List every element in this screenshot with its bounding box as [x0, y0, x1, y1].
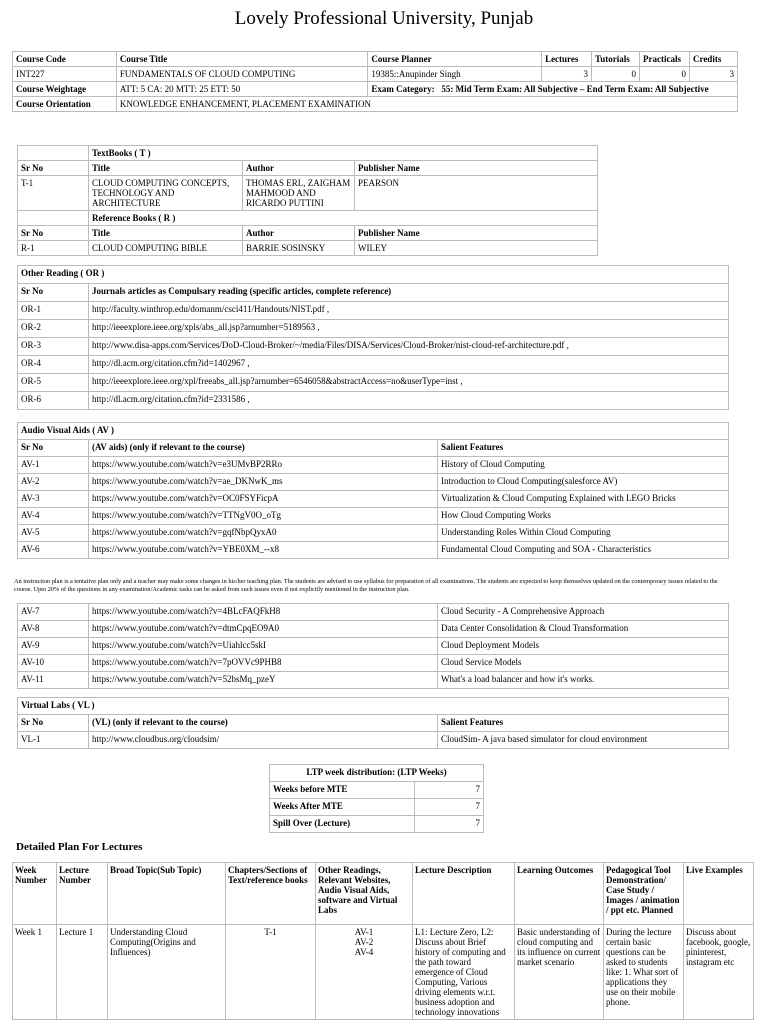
col-other-readings: Other Readings, Relevant Websites, Audio Visual Aids, software and Virtual Labs	[316, 863, 413, 925]
table-row	[18, 374, 729, 392]
weightage-label: Course Weightage	[13, 82, 117, 97]
av-feature: Virtualization & Cloud Computing Explained with LEGO Bricks	[438, 491, 729, 508]
course-planner-header: Course Planner	[368, 52, 542, 67]
course-code: INT227	[13, 67, 117, 82]
av-sr: AV-1	[18, 457, 89, 474]
table-row	[270, 816, 484, 833]
textbooks-table	[17, 145, 598, 256]
col-sr-no: Sr No	[18, 226, 89, 241]
ltp-label: Weeks before MTE	[270, 782, 415, 799]
textbook-sr: T-1	[18, 176, 89, 211]
table-row	[270, 782, 484, 799]
table-row	[18, 176, 598, 211]
exam-category	[368, 82, 738, 97]
ltp-label: Weeks After MTE	[270, 799, 415, 816]
table-row	[18, 655, 729, 672]
av-link[interactable]: https://www.youtube.com/watch?v=OC0FSYFicpA	[89, 491, 438, 508]
reference-sr: R-1	[18, 241, 89, 256]
plan-other-item: AV-1	[354, 927, 374, 937]
or-sr: OR-5	[18, 374, 89, 392]
textbook-publisher: PEARSON	[355, 176, 598, 211]
ltp-value: 7	[415, 782, 484, 799]
or-sr: OR-6	[18, 392, 89, 410]
plan-description: L1: Lecture Zero, L2: Discuss about Brief history of computing and the path toward emergence of Cloud Computing, Various driving elements w.r.t. business adoption and technology innovations	[413, 925, 515, 1020]
or-link[interactable]: http://www.disa-apps.com/Services/DoD-Cloud-Broker/~/media/Files/DISA/Services/Cloud-Broker/nist-cloud-ref-architecture.pdf ,	[89, 338, 729, 356]
av-feature: History of Cloud Computing	[438, 457, 729, 474]
table-row	[18, 525, 729, 542]
table-row	[18, 338, 729, 356]
plan-other-item: AV-4	[354, 947, 374, 957]
av-link[interactable]: https://www.youtube.com/watch?v=4BLcFAQFkH8	[89, 604, 438, 621]
plan-outcomes: Basic understanding of cloud computing and its influence on current market scenario	[515, 925, 604, 1020]
table-row	[18, 638, 729, 655]
table-row	[18, 320, 729, 338]
tutorials-value: 0	[592, 67, 640, 82]
col-title: Title	[89, 161, 243, 176]
av-link[interactable]: https://www.youtube.com/watch?v=TTNgV0O_oTg	[89, 508, 438, 525]
other-reading-heading: Other Reading ( OR )	[18, 266, 729, 284]
av-sr: AV-7	[18, 604, 89, 621]
table-row	[13, 925, 754, 1020]
av-sr: AV-3	[18, 491, 89, 508]
col-sr-no: Sr No	[18, 284, 89, 302]
col-lecture-description: Lecture Description	[413, 863, 515, 925]
weightage-value: ATT: 5 CA: 20 MTT: 25 ETT: 50	[116, 82, 368, 97]
or-sr: OR-1	[18, 302, 89, 320]
table-row	[18, 621, 729, 638]
detailed-plan-table	[12, 862, 754, 1020]
audio-visual-table-continued	[17, 603, 729, 689]
av-feature: Understanding Roles Within Cloud Computing	[438, 525, 729, 542]
col-learning-outcomes: Learning Outcomes	[515, 863, 604, 925]
course-title-header: Course Title	[116, 52, 368, 67]
page-title: Lovely Professional University, Punjab	[234, 8, 534, 29]
course-code-header: Course Code	[13, 52, 117, 67]
table-row	[18, 542, 729, 559]
av-link[interactable]: https://www.youtube.com/watch?v=52bsMq_pzeY	[89, 672, 438, 689]
reference-author: BARRIE SOSINSKY	[243, 241, 355, 256]
table-row	[18, 302, 729, 320]
orientation-value: KNOWLEDGE ENHANCEMENT, PLACEMENT EXAMINATION	[116, 97, 737, 112]
av-feature: How Cloud Computing Works	[438, 508, 729, 525]
col-sr-no: Sr No	[18, 440, 89, 457]
av-feature: What's a load balancer and how it's works.	[438, 672, 729, 689]
vl-feature: CloudSim- A java based simulator for cloud environment	[438, 732, 729, 749]
av-sr: AV-2	[18, 474, 89, 491]
ltp-value: 7	[415, 816, 484, 833]
col-chapters: Chapters/Sections of Text/reference books	[226, 863, 316, 925]
table-row	[18, 732, 729, 749]
av-sr: AV-11	[18, 672, 89, 689]
col-author: Author	[243, 226, 355, 241]
plan-pedagogy: During the lecture certain basic questions can be asked to students like: 1. What sort of applications they use on their mobile phone.	[604, 925, 684, 1020]
av-sr: AV-9	[18, 638, 89, 655]
orientation-label: Course Orientation	[13, 97, 117, 112]
col-salient: Salient Features	[438, 440, 729, 457]
ltp-heading: LTP week distribution: (LTP Weeks)	[270, 765, 484, 782]
vl-sr: VL-1	[18, 732, 89, 749]
table-row	[18, 474, 729, 491]
plan-topic: Understanding Cloud Computing(Origins and Influences)	[108, 925, 226, 1020]
av-feature: Introduction to Cloud Computing(salesforce AV)	[438, 474, 729, 491]
av-link[interactable]: https://www.youtube.com/watch?v=e3UMvBP2RRo	[89, 457, 438, 474]
practicals-value: 0	[640, 67, 690, 82]
audio-visual-table	[17, 422, 729, 559]
col-salient: Salient Features	[438, 715, 729, 732]
course-info-table	[12, 51, 738, 112]
lectures-header: Lectures	[542, 52, 592, 67]
credits-value: 3	[689, 67, 737, 82]
col-week: Week Number	[13, 863, 57, 925]
av-sr: AV-8	[18, 621, 89, 638]
plan-other-readings	[316, 925, 413, 1020]
col-av-aids: (AV aids) (only if relevant to the course)	[89, 440, 438, 457]
col-lecture: Lecture Number	[57, 863, 108, 925]
table-row	[18, 241, 598, 256]
ltp-value: 7	[415, 799, 484, 816]
credits-header: Credits	[689, 52, 737, 67]
av-feature: Data Center Consolidation & Cloud Transformation	[438, 621, 729, 638]
col-vl: (VL) (only if relevant to the course)	[89, 715, 438, 732]
av-sr: AV-6	[18, 542, 89, 559]
plan-other-item: AV-2	[354, 937, 374, 947]
exam-category-value: 55: Mid Term Exam: All Subjective – End Term Exam: All Subjective	[441, 84, 709, 94]
av-link[interactable]: https://www.youtube.com/watch?v=YBE0XM_--x8	[89, 542, 438, 559]
table-row	[18, 356, 729, 374]
col-live-examples: Live Examples	[684, 863, 754, 925]
or-link[interactable]: http://faculty.winthrop.edu/domanm/csci411/Handouts/NIST.pdf ,	[89, 302, 729, 320]
vl-link[interactable]: http://www.cloudbus.org/cloudsim/	[89, 732, 438, 749]
tutorials-header: Tutorials	[592, 52, 640, 67]
references-heading: Reference Books ( R )	[89, 211, 598, 226]
reference-title: CLOUD COMPUTING BIBLE	[89, 241, 243, 256]
col-pedagogical-tool: Pedagogical Tool Demonstration/ Case Study / Images / animation / ppt etc. Planned	[604, 863, 684, 925]
textbook-title: CLOUD COMPUTING CONCEPTS, TECHNOLOGY AND ARCHITECTURE	[89, 176, 243, 211]
virtual-labs-table	[17, 697, 729, 749]
col-title: Title	[89, 226, 243, 241]
ltp-label: Spill Over (Lecture)	[270, 816, 415, 833]
table-row	[18, 508, 729, 525]
or-link[interactable]: http://ieeexplore.ieee.org/xpl/freeabs_all.jsp?arnumber=6546058&abstractAccess=no&userType=inst ,	[89, 374, 729, 392]
table-row	[270, 799, 484, 816]
av-link[interactable]: https://www.youtube.com/watch?v=Uiahlcc5skI	[89, 638, 438, 655]
plan-live-examples: Discuss about facebook, google, pininterest, instagram etc	[684, 925, 754, 1020]
textbooks-heading: TextBooks ( T )	[89, 146, 598, 161]
av-feature: Cloud Deployment Models	[438, 638, 729, 655]
av-sr: AV-5	[18, 525, 89, 542]
or-sr: OR-2	[18, 320, 89, 338]
col-publisher: Publisher Name	[355, 161, 598, 176]
table-row	[18, 672, 729, 689]
practicals-header: Practicals	[640, 52, 690, 67]
other-reading-table	[17, 265, 729, 410]
textbook-author: THOMAS ERL, ZAIGHAM MAHMOOD AND RICARDO PUTTINI	[243, 176, 355, 211]
vl-heading: Virtual Labs ( VL )	[18, 698, 729, 715]
av-feature: Cloud Security - A Comprehensive Approach	[438, 604, 729, 621]
course-planner: 19385::Anupinder Singh	[368, 67, 542, 82]
table-row	[18, 457, 729, 474]
table-row	[18, 604, 729, 621]
course-title: FUNDAMENTALS OF CLOUD COMPUTING	[116, 67, 368, 82]
av-link[interactable]: https://www.youtube.com/watch?v=dtmCpqEO9A0	[89, 621, 438, 638]
av-link[interactable]: https://www.youtube.com/watch?v=7pOVVc9PHB8	[89, 655, 438, 672]
detailed-plan-heading: Detailed Plan For Lectures	[16, 841, 143, 853]
plan-lecture: Lecture 1	[57, 925, 108, 1020]
av-link[interactable]: https://www.youtube.com/watch?v=gqfNbpQyxA0	[89, 525, 438, 542]
reference-publisher: WILEY	[355, 241, 598, 256]
table-row	[18, 491, 729, 508]
av-link[interactable]: https://www.youtube.com/watch?v=ae_DKNwK_ms	[89, 474, 438, 491]
col-journals: Journals articles as Compulsary reading (specific articles, complete reference)	[89, 284, 729, 302]
or-link[interactable]: http://dl.acm.org/citation.cfm?id=2331586 ,	[89, 392, 729, 410]
instruction-plan-note: An instruction plan is a tentative plan only and a teacher may make some changes in his/her teaching plan. The students are advised to use syllabus for preparation of all examinations. The students are expected to keep themselves updated on the contemporary issues related to the course. Upto 20% of the questions in any examination/Academic tasks can be asked from such issues even if not explicitly mentioned in the instruction plan.	[14, 578, 718, 593]
lectures-value: 3	[542, 67, 592, 82]
plan-week: Week 1	[13, 925, 57, 1020]
av-feature: Cloud Service Models	[438, 655, 729, 672]
av-sr: AV-4	[18, 508, 89, 525]
col-sr-no: Sr No	[18, 715, 89, 732]
av-heading: Audio Visual Aids ( AV )	[18, 423, 729, 440]
or-link[interactable]: http://dl.acm.org/citation.cfm?id=1402967 ,	[89, 356, 729, 374]
av-sr: AV-10	[18, 655, 89, 672]
col-sr-no: Sr No	[18, 161, 89, 176]
col-broad-topic: Broad Topic(Sub Topic)	[108, 863, 226, 925]
plan-chapter: T-1	[226, 925, 316, 1020]
ltp-distribution-table	[269, 764, 484, 833]
or-sr: OR-4	[18, 356, 89, 374]
col-publisher: Publisher Name	[355, 226, 598, 241]
or-link[interactable]: http://ieeexplore.ieee.org/xpls/abs_all.jsp?arnumber=5189563 ,	[89, 320, 729, 338]
col-author: Author	[243, 161, 355, 176]
or-sr: OR-3	[18, 338, 89, 356]
table-row	[18, 392, 729, 410]
exam-category-label: Exam Category:	[371, 84, 435, 94]
av-feature: Fundamental Cloud Computing and SOA - Characteristics	[438, 542, 729, 559]
